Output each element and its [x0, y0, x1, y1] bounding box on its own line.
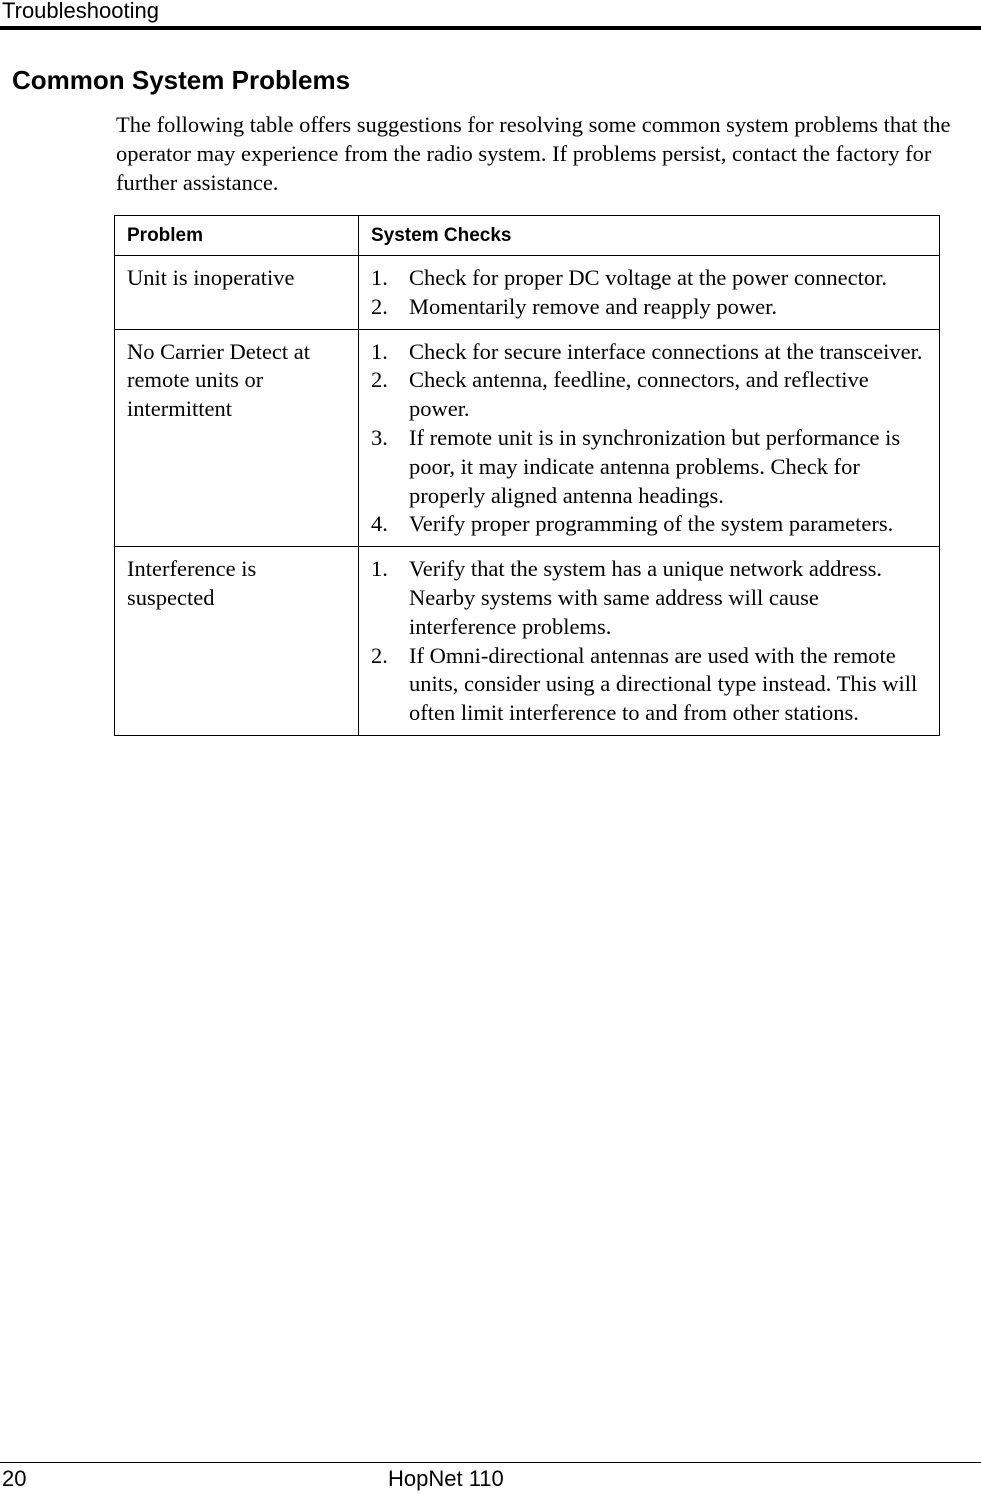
checks-list [371, 338, 929, 540]
checks-cell [359, 329, 940, 547]
check-number: 2. [371, 293, 388, 319]
check-number: 2. [371, 367, 388, 393]
check-item [371, 510, 929, 539]
table-row [115, 329, 940, 547]
check-text: Verify proper programming of the system parameters. [409, 511, 894, 537]
check-item [371, 366, 929, 424]
problem-cell: No Carrier Detect at remote units or intermittent [115, 329, 359, 547]
checks-cell [359, 256, 940, 330]
troubleshooting-table [114, 215, 940, 736]
column-header-system-checks: System Checks [359, 216, 940, 256]
check-text: Check for proper DC voltage at the power connector. [409, 265, 887, 290]
intro-paragraph: The following table offers suggestions for resolving some common system problems that the operator may experience from the radio system. If problems persist, contact the factory for further assistance. [116, 112, 951, 195]
column-header-problem: Problem [115, 216, 359, 256]
check-number: 3. [371, 424, 388, 450]
check-number: 4. [371, 511, 388, 537]
check-number: 1. [371, 556, 388, 582]
check-item [371, 264, 929, 293]
footer-rule [0, 1462, 981, 1463]
table-row [115, 547, 940, 736]
check-number: 2. [371, 642, 388, 668]
check-item [371, 424, 929, 510]
checks-list [371, 264, 929, 322]
check-number: 1. [371, 338, 388, 364]
product-name: HopNet 110 [388, 1466, 504, 1491]
checks-list [371, 555, 929, 728]
check-number: 1. [371, 265, 388, 290]
check-item [371, 555, 929, 641]
table-header-row [115, 216, 940, 256]
table-row [115, 256, 940, 330]
problem-cell: Interference is suspected [115, 547, 359, 736]
running-header: Troubleshooting [2, 0, 159, 23]
checks-cell [359, 547, 940, 736]
check-text: Check for secure interface connections at the transceiver. [409, 338, 923, 364]
check-text: Momentarily remove and reapply power. [409, 293, 778, 319]
page-number: 20 [2, 1466, 27, 1491]
check-item [371, 293, 929, 322]
check-item [371, 338, 929, 367]
check-text: If remote unit is in synchronization but performance is poor, it may indicate antenna problems. Check for properly aligned antenna headings. [409, 424, 901, 508]
section-title: Common System Problems [12, 65, 351, 95]
check-text: Check antenna, feedline, connectors, and reflective power. [409, 367, 869, 422]
header-rule [0, 26, 981, 30]
check-text: If Omni-directional antennas are used with the remote units, consider using a directional type instead. This will often limit interference to and from other stations. [409, 642, 918, 726]
problem-cell: Unit is inoperative [115, 256, 359, 330]
check-item [371, 642, 929, 728]
check-text: Verify that the system has a unique network address. Nearby systems with same address will cause interference problems. [409, 556, 883, 639]
